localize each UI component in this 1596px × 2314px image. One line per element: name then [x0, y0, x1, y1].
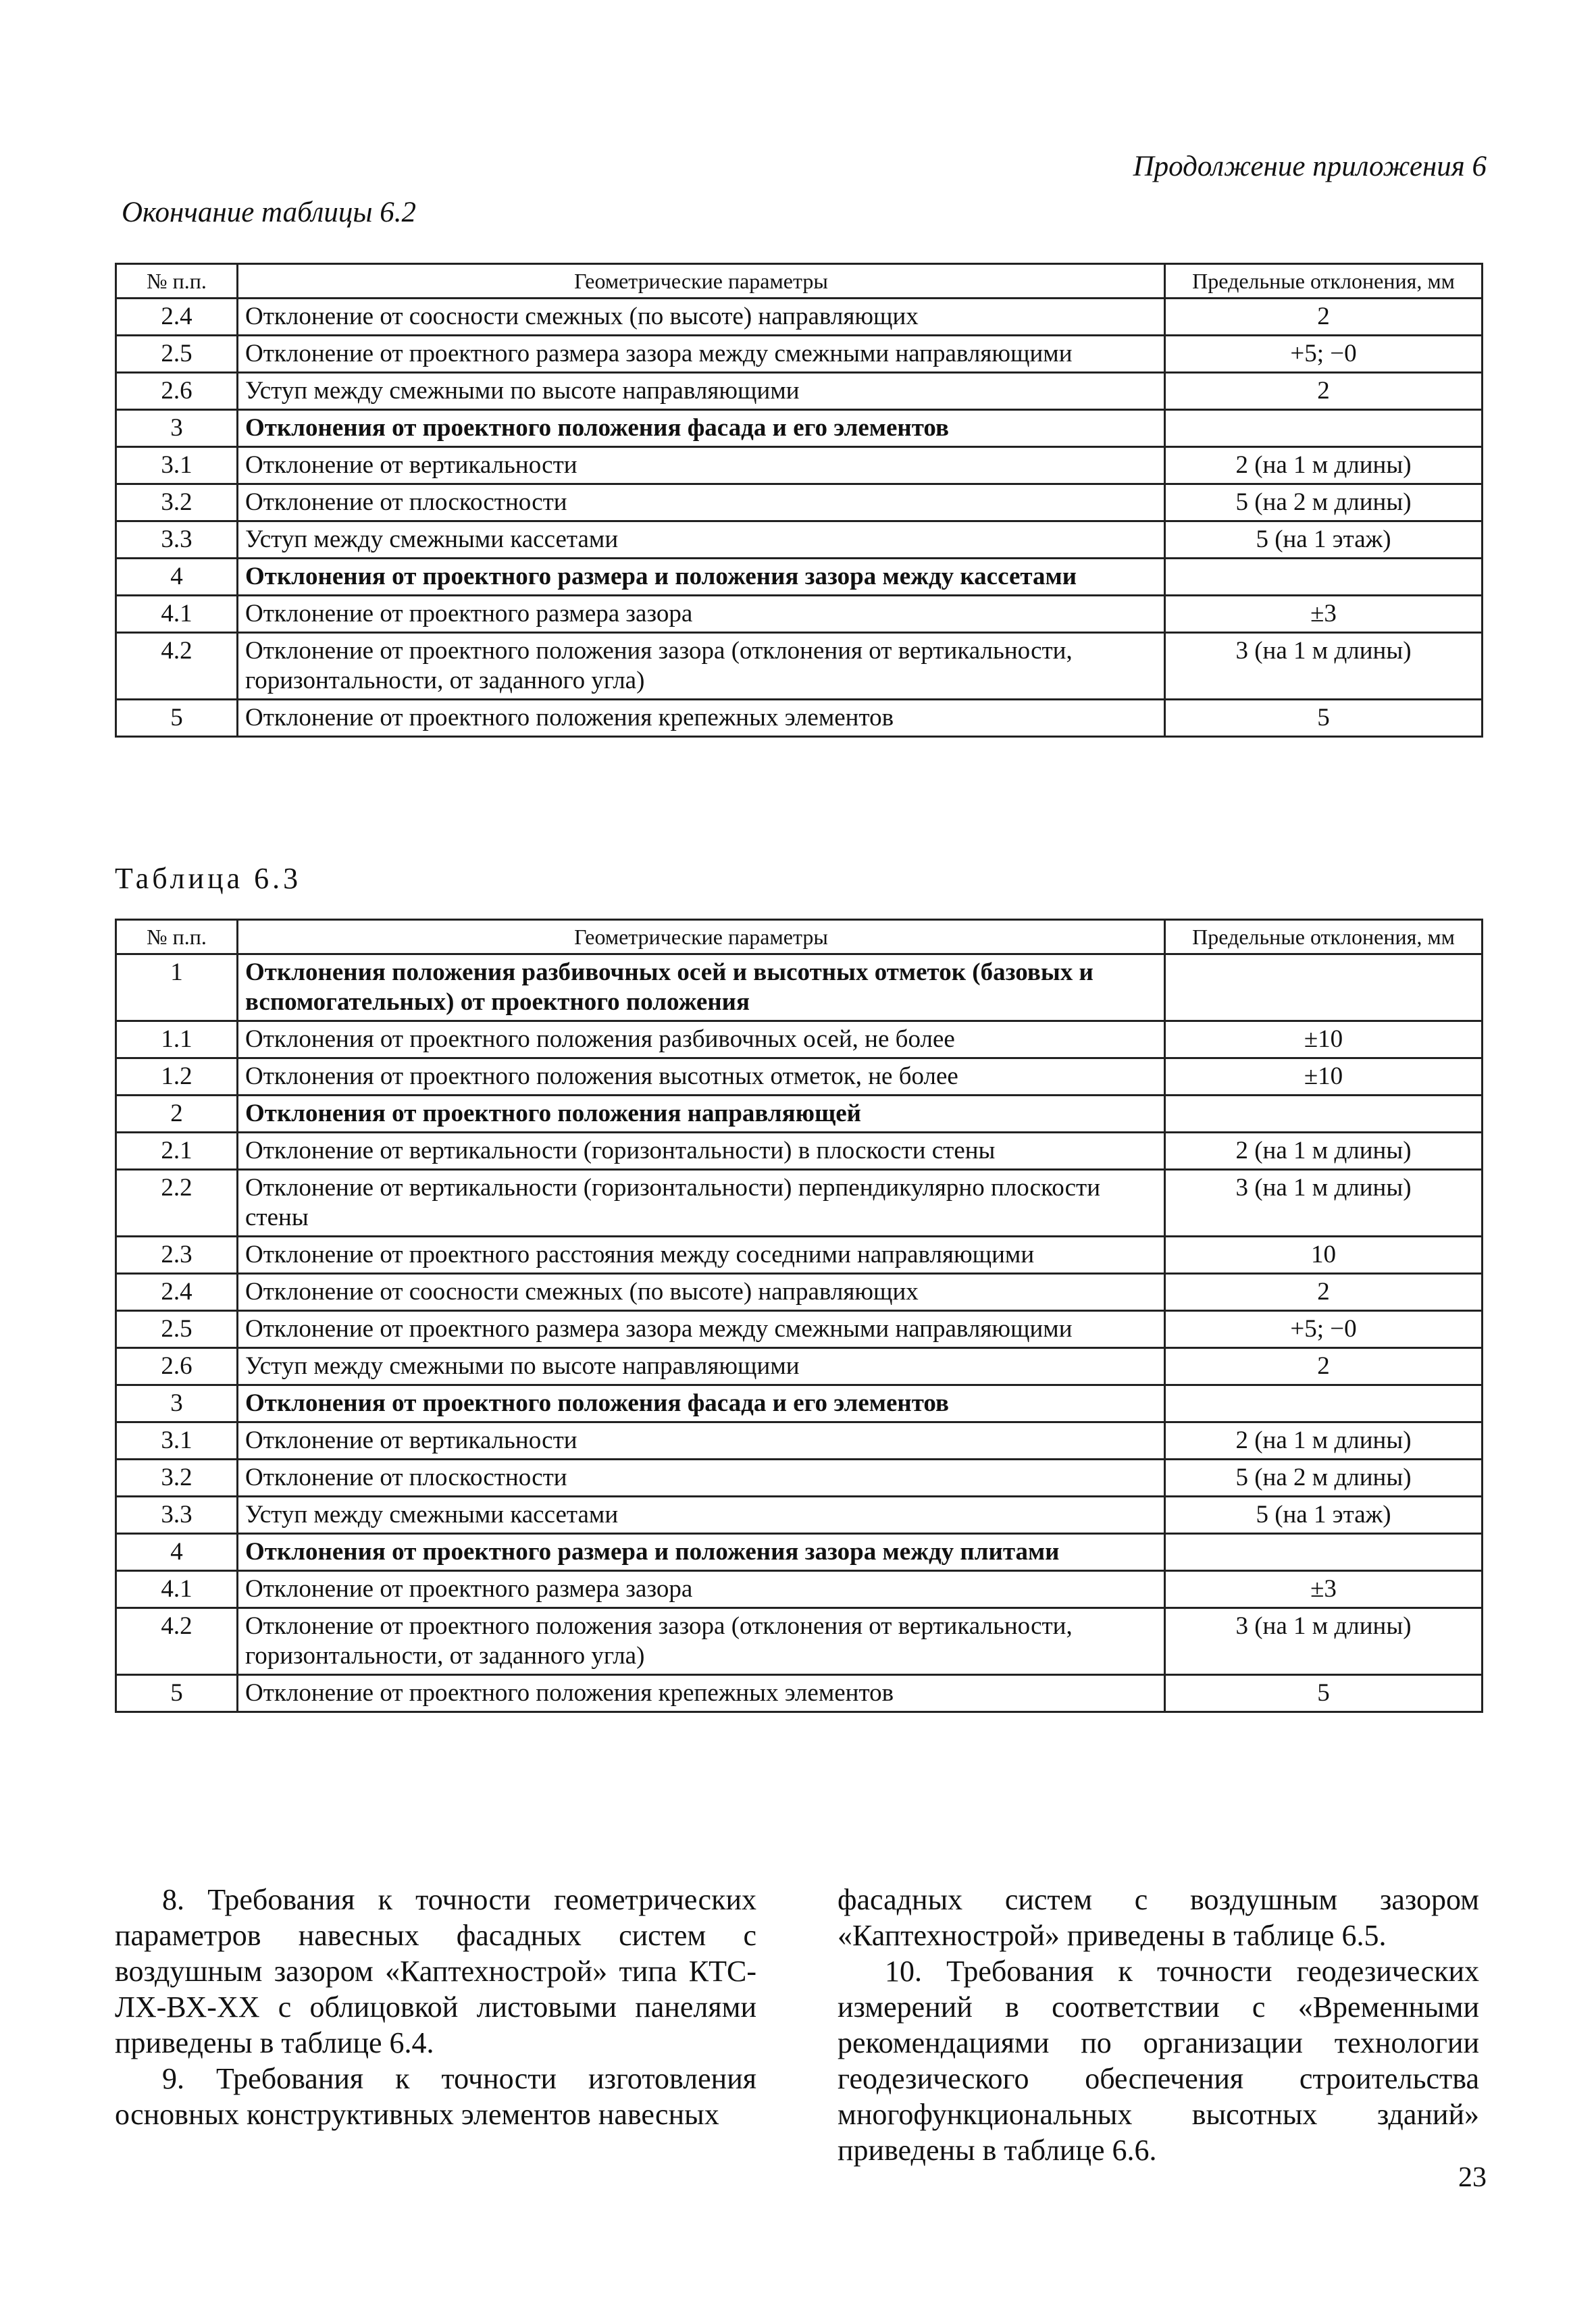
header-num: № п.п. — [116, 920, 238, 954]
row-parameter: Уступ между смежными кассетами — [238, 521, 1165, 559]
paragraph-9-continuation: фасадных систем с воздушным зазором «Каптехнострой» приведены в таблице 6.5. — [838, 1883, 1479, 1952]
row-parameter: Отклонение от плоскостности — [238, 484, 1165, 521]
row-parameter: Отклонение от соосности смежных (по высоте) направляющих — [238, 1274, 1165, 1311]
row-parameter: Отклонения от проектного положения высотных отметок, не более — [238, 1058, 1165, 1096]
row-number: 2.6 — [116, 1348, 238, 1385]
row-tolerance: 5 (на 2 м длины) — [1165, 1460, 1483, 1497]
table-row — [116, 1096, 1483, 1133]
table-row — [116, 954, 1483, 1021]
row-parameter: Отклонения от проектного размера и положения зазора между плитами — [238, 1534, 1165, 1571]
table-row — [116, 1460, 1483, 1497]
row-tolerance: 3 (на 1 м длины) — [1165, 1608, 1483, 1675]
row-tolerance: ±3 — [1165, 596, 1483, 633]
row-tolerance: 2 — [1165, 1274, 1483, 1311]
row-number: 1.1 — [116, 1021, 238, 1058]
table-row — [116, 1385, 1483, 1422]
row-parameter: Отклонение от вертикальности (горизонтальности) в плоскости стены — [238, 1133, 1165, 1170]
row-tolerance — [1165, 954, 1483, 1021]
row-number: 4 — [116, 559, 238, 596]
row-tolerance — [1165, 1096, 1483, 1133]
table-header-row — [116, 264, 1483, 299]
row-tolerance: 10 — [1165, 1237, 1483, 1274]
row-parameter: Отклонения от проектного положения фасада и его элементов — [238, 410, 1165, 447]
row-parameter: Отклонение от проектного положения крепежных элементов — [238, 700, 1165, 737]
row-tolerance: 3 (на 1 м длины) — [1165, 1170, 1483, 1237]
row-tolerance: 2 — [1165, 1348, 1483, 1385]
row-tolerance: 2 (на 1 м длины) — [1165, 1422, 1483, 1460]
row-parameter: Отклонение от вертикальности — [238, 1422, 1165, 1460]
paragraph-10: 10. Требования к точности геодезических измерений в соответствии с «Временными рекомендациями по организации технологии геодезического обеспечения строительства многофункциональных высотных зданий» приведены в таблице 6.6. — [838, 1955, 1479, 2167]
table-6-2 — [115, 263, 1483, 738]
row-tolerance: ±10 — [1165, 1021, 1483, 1058]
table-row — [116, 1348, 1483, 1385]
row-number: 3.3 — [116, 521, 238, 559]
table-row — [116, 1311, 1483, 1348]
row-number: 1 — [116, 954, 238, 1021]
table-row — [116, 410, 1483, 447]
row-number: 2.5 — [116, 336, 238, 373]
table-row — [116, 1274, 1483, 1311]
header-value: Предельные отклонения, мм — [1165, 920, 1483, 954]
row-tolerance: ±10 — [1165, 1058, 1483, 1096]
row-number: 4.1 — [116, 596, 238, 633]
row-number: 3.1 — [116, 447, 238, 484]
page-header-continuation: Продолжение приложения 6 — [1133, 151, 1487, 182]
table-row — [116, 299, 1483, 336]
row-number: 3 — [116, 410, 238, 447]
row-parameter: Отклонение от проектного расстояния между соседними направляющими — [238, 1237, 1165, 1274]
row-parameter: Уступ между смежными по высоте направляющими — [238, 373, 1165, 410]
row-parameter: Отклонение от вертикальности (горизонтальности) перпендикулярно плоскости стены — [238, 1170, 1165, 1237]
row-number: 3.2 — [116, 1460, 238, 1497]
row-parameter: Отклонение от плоскостности — [238, 1460, 1165, 1497]
row-parameter: Отклонение от соосности смежных (по высоте) направляющих — [238, 299, 1165, 336]
table-row — [116, 1675, 1483, 1712]
row-number: 4 — [116, 1534, 238, 1571]
row-parameter: Отклонение от вертикальности — [238, 447, 1165, 484]
row-number: 2.6 — [116, 373, 238, 410]
row-parameter: Уступ между смежными по высоте направляющими — [238, 1348, 1165, 1385]
row-number: 5 — [116, 700, 238, 737]
row-number: 2.1 — [116, 1133, 238, 1170]
row-tolerance: 2 — [1165, 373, 1483, 410]
table-row — [116, 1497, 1483, 1534]
table-row — [116, 1133, 1483, 1170]
table-row — [116, 484, 1483, 521]
header-param: Геометрические параметры — [238, 920, 1165, 954]
row-parameter: Отклонение от проектного положения зазора (отклонения от вертикальности, горизонтальности, от заданного угла) — [238, 633, 1165, 700]
table-6-3-caption: Таблица 6.3 — [115, 862, 302, 895]
row-tolerance: 2 (на 1 м длины) — [1165, 1133, 1483, 1170]
table-row — [116, 1058, 1483, 1096]
row-parameter: Отклонение от проектного размера зазора — [238, 1571, 1165, 1608]
body-text-right-column — [838, 1882, 1479, 2168]
row-parameter: Отклонения от проектного положения разбивочных осей, не более — [238, 1021, 1165, 1058]
table-row — [116, 1422, 1483, 1460]
row-parameter: Отклонение от проектного размера зазора между смежными направляющими — [238, 1311, 1165, 1348]
page-number: 23 — [1458, 2162, 1487, 2193]
row-number: 2.2 — [116, 1170, 238, 1237]
row-number: 3.3 — [116, 1497, 238, 1534]
body-text-left-column — [115, 1882, 756, 2132]
table-row — [116, 633, 1483, 700]
table-6-2-caption: Окончание таблицы 6.2 — [122, 197, 417, 228]
table-row — [116, 521, 1483, 559]
row-tolerance — [1165, 1385, 1483, 1422]
table-header-row — [116, 920, 1483, 954]
table-row — [116, 1021, 1483, 1058]
row-tolerance: 2 — [1165, 299, 1483, 336]
row-tolerance: 5 — [1165, 700, 1483, 737]
row-number: 1.2 — [116, 1058, 238, 1096]
row-parameter: Отклонение от проектного размера зазора между смежными направляющими — [238, 336, 1165, 373]
row-parameter: Отклонение от проектного положения зазора (отклонения от вертикальности, горизонтальности, от заданного угла) — [238, 1608, 1165, 1675]
row-number: 4.2 — [116, 1608, 238, 1675]
row-tolerance: 2 (на 1 м длины) — [1165, 447, 1483, 484]
row-tolerance — [1165, 1534, 1483, 1571]
row-parameter: Отклонения от проектного размера и положения зазора между кассетами — [238, 559, 1165, 596]
header-num: № п.п. — [116, 264, 238, 299]
row-tolerance: 3 (на 1 м длины) — [1165, 633, 1483, 700]
row-tolerance: ±3 — [1165, 1571, 1483, 1608]
row-parameter: Уступ между смежными кассетами — [238, 1497, 1165, 1534]
table-row — [116, 447, 1483, 484]
header-value: Предельные отклонения, мм — [1165, 264, 1483, 299]
paragraph-8: 8. Требования к точности геометрических параметров навесных фасадных систем с воздушным зазором «Каптехнострой» типа КТС-ЛХ-ВХ-ХХ с облицовкой листовыми панелями приведены в таблице 6.4. — [115, 1883, 756, 2059]
row-number: 2.5 — [116, 1311, 238, 1348]
row-tolerance: 5 (на 1 этаж) — [1165, 521, 1483, 559]
table-row — [116, 336, 1483, 373]
row-tolerance: +5; −0 — [1165, 1311, 1483, 1348]
row-tolerance — [1165, 559, 1483, 596]
table-row — [116, 1237, 1483, 1274]
row-parameter: Отклонения положения разбивочных осей и высотных отметок (базовых и вспомогательных) от проектного положения — [238, 954, 1165, 1021]
table-row — [116, 1170, 1483, 1237]
row-number: 2.4 — [116, 299, 238, 336]
row-tolerance: +5; −0 — [1165, 336, 1483, 373]
row-tolerance: 5 (на 1 этаж) — [1165, 1497, 1483, 1534]
row-number: 3.1 — [116, 1422, 238, 1460]
row-number: 4.2 — [116, 633, 238, 700]
row-number: 2.4 — [116, 1274, 238, 1311]
row-tolerance: 5 — [1165, 1675, 1483, 1712]
row-parameter: Отклонения от проектного положения фасада и его элементов — [238, 1385, 1165, 1422]
table-row — [116, 700, 1483, 737]
table-row — [116, 1608, 1483, 1675]
row-number: 4.1 — [116, 1571, 238, 1608]
row-tolerance — [1165, 410, 1483, 447]
row-number: 3.2 — [116, 484, 238, 521]
row-number: 3 — [116, 1385, 238, 1422]
table-row — [116, 559, 1483, 596]
row-parameter: Отклонение от проектного положения крепежных элементов — [238, 1675, 1165, 1712]
table-row — [116, 373, 1483, 410]
row-parameter: Отклонение от проектного размера зазора — [238, 596, 1165, 633]
row-tolerance: 5 (на 2 м длины) — [1165, 484, 1483, 521]
paragraph-9: 9. Требования к точности изготовления основных конструктивных элементов навесных — [115, 2062, 756, 2131]
row-number: 2.3 — [116, 1237, 238, 1274]
row-parameter: Отклонения от проектного положения направляющей — [238, 1096, 1165, 1133]
table-row — [116, 1571, 1483, 1608]
table-row — [116, 596, 1483, 633]
table-6-3 — [115, 919, 1483, 1713]
header-param: Геометрические параметры — [238, 264, 1165, 299]
row-number: 2 — [116, 1096, 238, 1133]
row-number: 5 — [116, 1675, 238, 1712]
table-6-3-body — [116, 954, 1483, 1712]
table-6-2-body — [116, 299, 1483, 737]
table-row — [116, 1534, 1483, 1571]
